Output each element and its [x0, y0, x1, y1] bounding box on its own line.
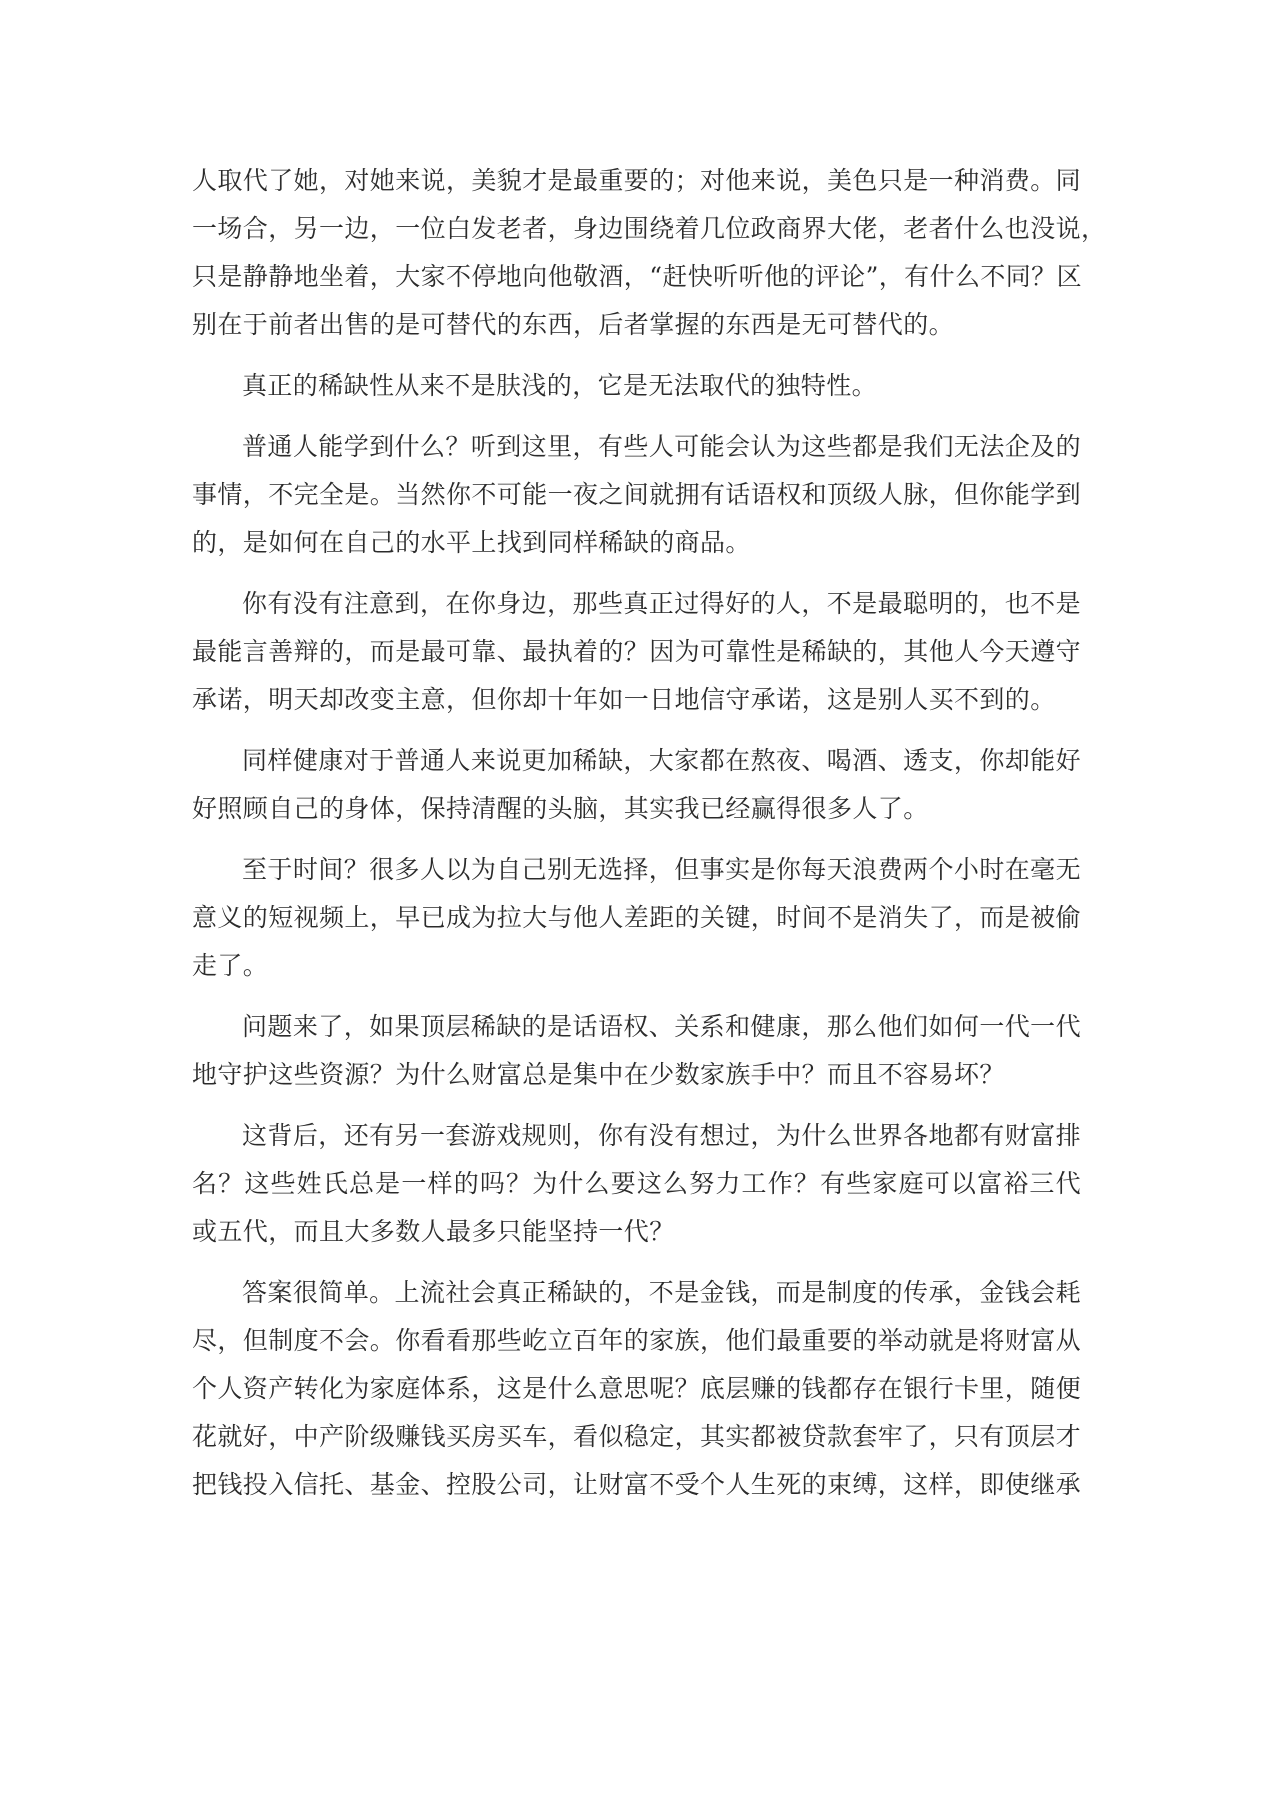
text-line: 答案很简单。上流社会真正稀缺的，不是金钱，而是制度的传承，金钱会耗: [242, 1278, 1081, 1307]
text-line: 最能言善辩的，而是最可靠、最执着的？因为可靠性是稀缺的，其他人今天遵守: [192, 637, 1082, 666]
text-line: 个人资产转化为家庭体系，这是什么意思呢？底层赚的钱都存在银行卡里，随便: [192, 1374, 1082, 1403]
text-line: 一场合，另一边，一位白发老者，身边围绕着几位政商界大佬，老者什么也没说，: [192, 214, 1107, 243]
text-line: 事情，不完全是。当然你不可能一夜之间就拥有话语权和顶级人脉，但你能学到: [192, 480, 1082, 509]
text-line: 地守护这些资源？为什么财富总是集中在少数家族手中？而且不容易坏？: [192, 1060, 1005, 1089]
text-line: 你有没有注意到，在你身边，那些真正过得好的人，不是最聪明的，也不是: [242, 589, 1081, 618]
text-line: 人取代了她，对她来说，美貌才是最重要的；对他来说，美色只是一种消费。同: [192, 166, 1082, 195]
text-line: 花就好，中产阶级赚钱买房买车，看似稳定，其实都被贷款套牢了，只有顶层才: [192, 1422, 1082, 1451]
paragraph: [192, 580, 1081, 724]
paragraph: [192, 737, 1081, 833]
text-line: 至于时间？很多人以为自己别无选择，但事实是你每天浪费两个小时在毫无: [242, 855, 1081, 884]
paragraph: [192, 846, 1081, 990]
paragraph: [192, 362, 1081, 410]
paragraph: [192, 423, 1081, 567]
paragraph: [192, 1112, 1081, 1256]
text-line: 真正的稀缺性从来不是肤浅的，它是无法取代的独特性。: [242, 371, 878, 400]
text-line: 名？这些姓氏总是一样的吗？为什么要这么努力工作？有些家庭可以富裕三代: [192, 1169, 1081, 1198]
text-line: 只是静静地坐着，大家不停地向他敬酒，“赶快听听他的评论”，有什么不同？区: [192, 262, 1082, 291]
text-line: 把钱投入信托、基金、控股公司，让财富不受个人生死的束缚，这样，即使继承: [192, 1470, 1082, 1499]
text-line: 这背后，还有另一套游戏规则，你有没有想过，为什么世界各地都有财富排: [242, 1121, 1081, 1150]
text-line: 尽，但制度不会。你看看那些屹立百年的家族，他们最重要的举动就是将财富从: [192, 1326, 1082, 1355]
paragraph: [192, 1269, 1081, 1509]
text-line: 或五代，而且大多数人最多只能坚持一代？: [192, 1217, 675, 1246]
text-line: 好照顾自己的身体，保持清醒的头脑，其实我已经赢得很多人了。: [192, 794, 929, 823]
text-line: 承诺，明天却改变主意，但你却十年如一日地信守承诺，这是别人买不到的。: [192, 685, 1056, 714]
document-body: [192, 157, 1107, 1522]
text-line: 问题来了，如果顶层稀缺的是话语权、关系和健康，那么他们如何一代一代: [242, 1012, 1081, 1041]
text-line: 同样健康对于普通人来说更加稀缺，大家都在熬夜、喝酒、透支，你却能好: [242, 746, 1081, 775]
text-line: 普通人能学到什么？听到这里，有些人可能会认为这些都是我们无法企及的: [242, 432, 1081, 461]
paragraph: [192, 1003, 1081, 1099]
text-line: 的，是如何在自己的水平上找到同样稀缺的商品。: [192, 528, 751, 557]
text-line: 别在于前者出售的是可替代的东西，后者掌握的东西是无可替代的。: [192, 310, 955, 339]
text-line: 意义的短视频上，早已成为拉大与他人差距的关键，时间不是消失了，而是被偷: [192, 903, 1082, 932]
text-line: 走了。: [192, 951, 269, 980]
paragraph: [192, 157, 1107, 349]
